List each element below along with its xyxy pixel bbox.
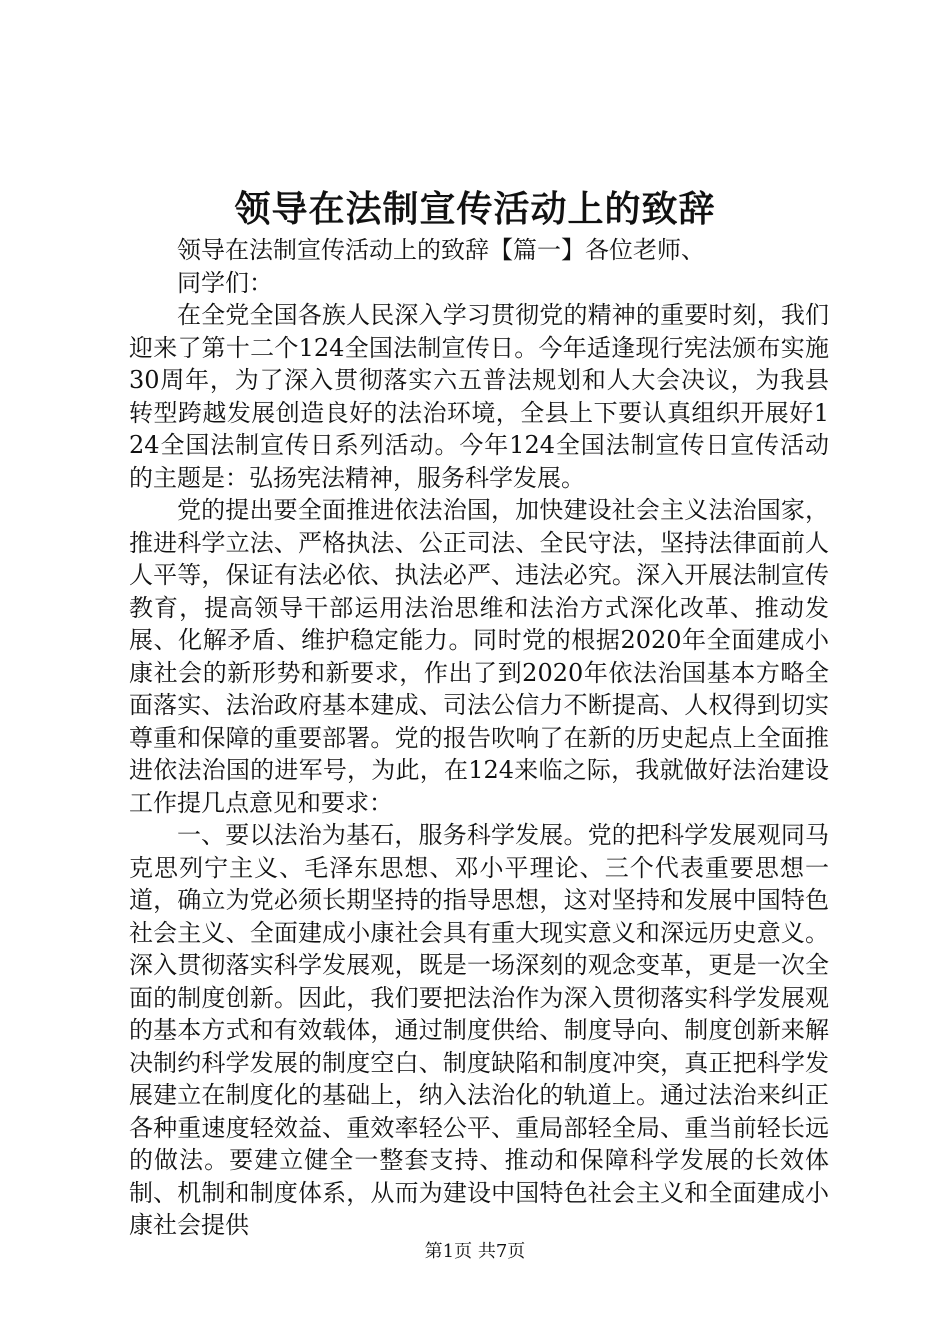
paragraph-2: 党的提出要全面推进依法治国，加快建设社会主义法治国家，推进科学立法、严格执法、公正司法、全民守法，坚持法律面前人人平等，保证有法必依、执法必严、违法必究。深入开展法制宣传教育，提高领导干部运用法治思维和法治方式深化改革、推动发展、化解矛盾、维护稳定能力。同时党的根据2020年全面建成小康社会的新形势和新要求，作出了到2020年依法治国基本方略全面落实、法治政府基本建成、司法公信力不断提高、人权得到切实尊重和保障的重要部署。党的报告吹响了在新的历史起点上全面推进依法治国的进军号，为此，在124来临之际，我就做好法治建设工作提几点意见和要求： [129, 496, 829, 817]
salutation-line: 同学们： [177, 268, 273, 297]
document-title: 领导在法制宣传活动上的致辞 [234, 188, 716, 230]
page-footer: 第1页 共7页 [424, 1241, 526, 1262]
document-body [129, 234, 829, 1242]
paragraph-1: 在全党全国各族人民深入学习贯彻党的精神的重要时刻，我们迎来了第十二个124全国法制宣传日。今年适逢现行宪法颁布实施30周年，为了深入贯彻落实六五普法规划和人大会决议，为我县转型跨越发展创造良好的法治环境，全县上下要认真组织开展好124全国法制宣传日系列活动。今年124全国法制宣传日宣传活动的主题是：弘扬宪法精神，服务科学发展。 [129, 301, 829, 492]
opening-line: 领导在法制宣传活动上的致辞【篇一】各位老师、 [177, 236, 705, 264]
paragraph-3: 一、要以法治为基石，服务科学发展。党的把科学发展观同马克思列宁主义、毛泽东思想、邓小平理论、三个代表重要思想一道，确立为党必须长期坚持的指导思想，这对坚持和发展中国特色社会主义、全面建成小康社会具有重大现实意义和深远历史意义。深入贯彻落实科学发展观，既是一场深刻的观念变革，更是一次全面的制度创新。因此，我们要把法治作为深入贯彻落实科学发展观的基本方式和有效载体，通过制度供给、制度导向、制度创新来解决制约科学发展的制度空白、制度缺陷和制度冲突，真正把科学发展建立在制度化的基础上，纳入法治化的轨道上。通过法治来纠正各种重速度轻效益、重效率轻公平、重局部轻全局、重当前轻长远的做法。要建立健全一整套支持、推动和保障科学发展的长效体制、机制和制度体系，从而为建设中国特色社会主义和全面建成小康社会提供 [129, 821, 829, 1239]
